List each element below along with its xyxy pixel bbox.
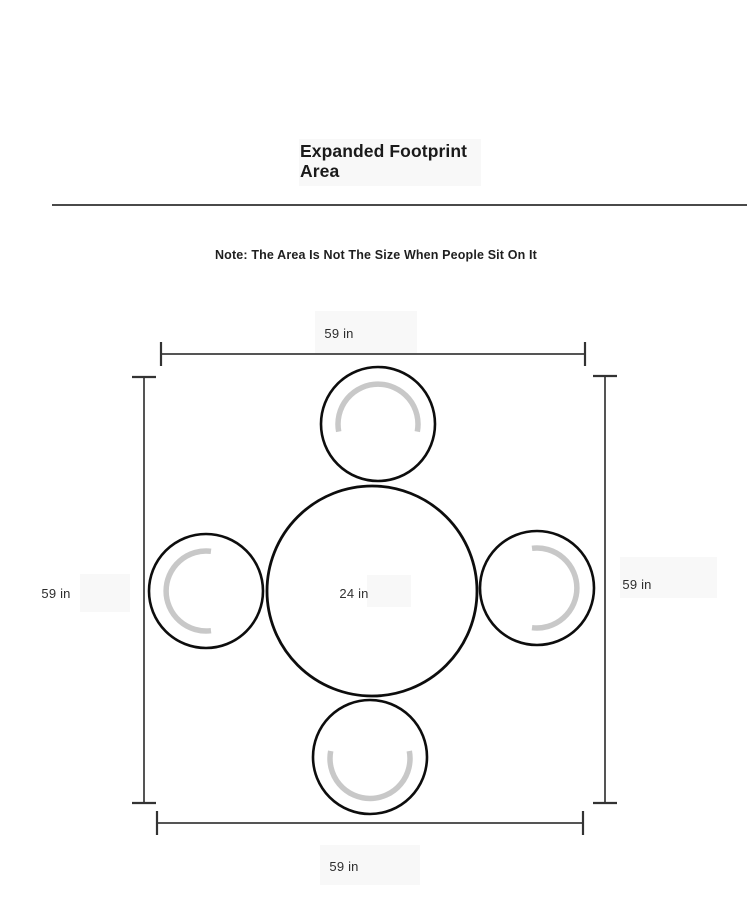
dimension-label-right: 59 in — [622, 577, 652, 592]
dimension-label-bottom: 59 in — [329, 859, 359, 874]
dimension-label-left: 59 in — [41, 586, 71, 601]
chair-seat-arc-bottom — [330, 751, 410, 798]
page-title: Expanded Footprint Area — [300, 141, 468, 182]
table-circle — [267, 486, 477, 696]
dimension-label-top: 59 in — [324, 326, 354, 341]
chair-seat-arc-left — [166, 551, 211, 631]
dimension-ticks — [132, 342, 617, 835]
chair-seat-arc-top — [338, 384, 418, 431]
table-diameter-label: 24 in — [339, 586, 369, 601]
dimension-lines — [144, 354, 605, 823]
chair-seat-arcs — [166, 384, 577, 798]
furniture-outlines — [149, 367, 594, 814]
chair-seat-arc-right — [532, 548, 577, 628]
note-text: Note: The Area Is Not The Size When People Sit On It — [215, 248, 537, 262]
